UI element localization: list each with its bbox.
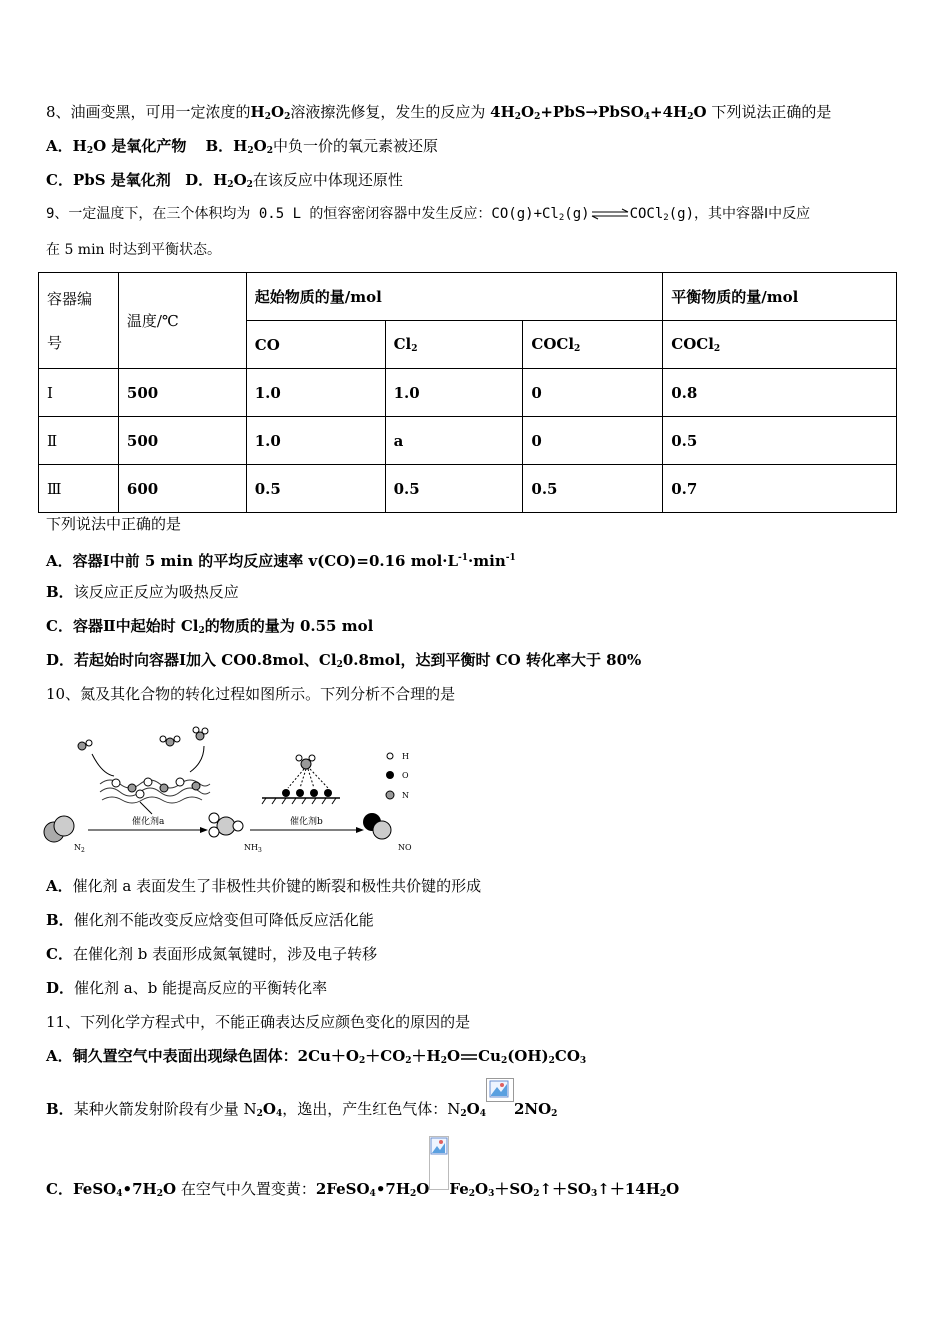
q9-option-a: A．容器Ⅰ中前 5 min 的平均反应速率 v(CO)=0.16 $mol\cdot L^{-1}\cdot\min^{-1}$ xyxy=(46,552,516,570)
cell-cl2: 1.0 xyxy=(385,369,523,417)
q8-stem: 8、油画变黑，可用一定浓度的$H_2O_2$溶液擦洗修复，发生的反应为 $4H_2O_2+PbS\to PbSO_4+4H_2O$ 下列说法正确的是 xyxy=(46,103,832,122)
q11-option-b: B．某种火箭发射阶段有少量 $N_2O_4$，逸出，产生红色气体：$N_2O_4$ $2NO_2$ xyxy=(46,1078,557,1118)
cell-co: 1.0 xyxy=(246,417,385,465)
header-container-no: 容器编 号 xyxy=(39,273,119,369)
table-row xyxy=(39,417,897,465)
catalyst-a-surface xyxy=(100,778,210,803)
q9-option-d: D．若起始时向容器Ⅰ加入 CO0.8mol、$Cl_20.8mol$，达到平衡时 CO 转化率大于 80% xyxy=(46,651,642,670)
table-row xyxy=(39,465,897,513)
q10-option-d: D．催化剂 a、b 能提高反应的平衡转化率 xyxy=(46,979,328,997)
label-nh3: $NH_3$ xyxy=(244,843,262,854)
q9-question: 下列说法中正确的是 xyxy=(46,515,182,533)
q9-data-table xyxy=(38,272,897,513)
catalyst-b-surface xyxy=(262,755,340,804)
cell-temp: 600 xyxy=(118,465,246,513)
q11-stem: 11、下列化学方程式中，不能正确表达反应颜色变化的原因的是 xyxy=(46,1013,471,1031)
label-catalyst-a: 催化剂a xyxy=(132,817,165,827)
label-n2: $N_2$ xyxy=(74,843,85,854)
q11-option-c: C．$FeSO_4•7H_2O$ 在空气中久置变黄：$2FeSO_4•7H_2O$ $Fe_2O_3+SO_2↑+SO_3↑+14H_2O$ xyxy=(46,1136,679,1192)
q10-option-c: C．在催化剂 b 表面形成氮氧键时，涉及电子转移 xyxy=(46,945,378,963)
cell-id: Ⅱ xyxy=(39,417,119,465)
label-catalyst-b: 催化剂b xyxy=(290,817,323,827)
subheader-cocl2-eq: COCl$_2$ xyxy=(663,321,897,369)
q9-option-c: C．容器Ⅱ中起始时 $Cl_2$的物质的量为 0.55 mol xyxy=(46,617,374,636)
cell-eq: 0.8 xyxy=(663,369,897,417)
subheader-cl2: $Cl_2$ xyxy=(385,321,523,369)
cell-id: Ⅰ xyxy=(39,369,119,417)
header-temperature: 温度/℃ xyxy=(118,273,246,369)
legend xyxy=(386,752,409,800)
header-equilibrium-amount: 平衡物质的量/mol xyxy=(663,273,897,321)
q8-options-ab: A．$H_2O$ 是氧化产物 B．$H_2O_2$中负一价的氧元素被还原 xyxy=(46,137,438,156)
broken-image-icon xyxy=(486,1078,514,1102)
svg-text:O: O xyxy=(402,771,409,780)
nitrogen-conversion-diagram xyxy=(40,722,430,857)
q11-option-a: A．铜久置空气中表面出现绿色固体：$2Cu+O_2+CO_2+H_2O$ $Cu_2(OH)_2CO_3$ xyxy=(46,1047,587,1066)
q9-stem-line1: 9、一定温度下，在三个体积均为 0.5 L 的恒容密闭容器中发生反应：$CO(g)+Cl_2(g)$ COCl$_2$(g)，其中容器Ⅰ中反应 xyxy=(46,206,811,223)
subheader-co: CO xyxy=(246,321,385,369)
cell-temp: 500 xyxy=(118,369,246,417)
cell-cocl2: 0 xyxy=(523,417,663,465)
cell-temp: 500 xyxy=(118,417,246,465)
q9-stem-line2: 在 5 min 时达到平衡状态。 xyxy=(46,242,222,258)
q10-stem: 10、氮及其化合物的转化过程如图所示。下列分析不合理的是 xyxy=(46,685,456,703)
q10-option-a: A．催化剂 a 表面发生了非极性共价键的断裂和极性共价键的形成 xyxy=(46,877,482,895)
cell-eq: 0.7 xyxy=(663,465,897,513)
cell-cl2: 0.5 xyxy=(385,465,523,513)
table-row xyxy=(39,369,897,417)
double-line-arrow-icon xyxy=(460,1052,478,1062)
broken-image-icon xyxy=(429,1136,449,1190)
cell-cocl2: 0.5 xyxy=(523,465,663,513)
cell-cocl2: 0 xyxy=(523,369,663,417)
cell-co: 1.0 xyxy=(246,369,385,417)
q9-option-b: B．该反应正反应为吸热反应 xyxy=(46,583,239,601)
header-initial-amount: 起始物质的量/mol xyxy=(246,273,663,321)
cell-id: Ⅲ xyxy=(39,465,119,513)
label-no: NO xyxy=(398,843,412,852)
equilibrium-arrow-icon xyxy=(590,208,630,220)
cell-co: 0.5 xyxy=(246,465,385,513)
cell-cl2: a xyxy=(385,417,523,465)
cell-eq: 0.5 xyxy=(663,417,897,465)
svg-text:N: N xyxy=(402,791,409,800)
subheader-cocl2: COCl$_2$ xyxy=(523,321,663,369)
q10-option-b: B．催化剂不能改变反应焓变但可降低反应活化能 xyxy=(46,911,374,929)
svg-text:H: H xyxy=(402,752,409,761)
q8-options-cd: C．PbS 是氧化剂 D．$H_2O_2$在该反应中体现还原性 xyxy=(46,171,403,190)
